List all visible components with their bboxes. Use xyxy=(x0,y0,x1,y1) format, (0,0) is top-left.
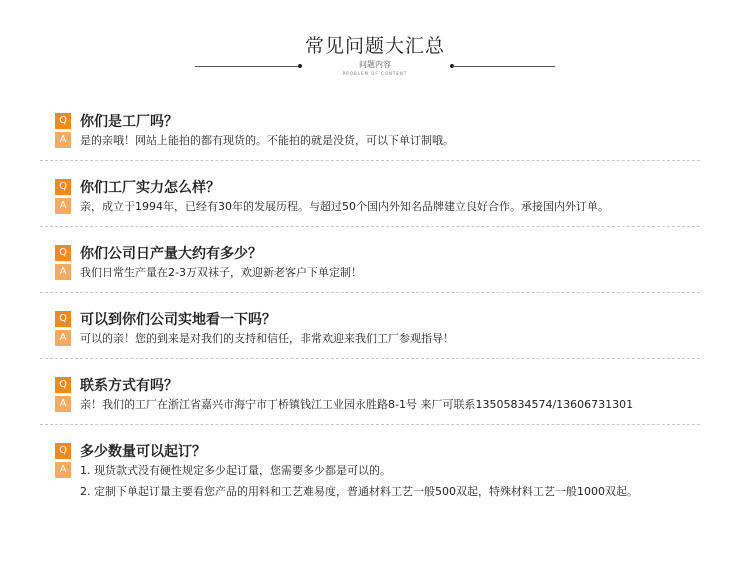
answer-badge-icon: A xyxy=(55,132,71,148)
question-badge-icon: Q xyxy=(55,377,71,393)
answer-text: 亲！我们的工厂在浙江省嘉兴市海宁市丁桥镇钱江工业园永胜路8-1号 来厂可联系13505834574/13606731301 xyxy=(80,398,634,411)
question-row xyxy=(55,177,220,197)
answer-text: 我们日常生产量在2-3万双袜子，欢迎新老客户下单定制！ xyxy=(80,266,362,279)
question-text: 你们工厂实力怎么样？ xyxy=(80,180,220,196)
faq-divider xyxy=(40,358,700,359)
faq-divider xyxy=(40,160,700,161)
answer-badge-icon: A xyxy=(55,462,71,478)
question-text: 多少数量可以起订？ xyxy=(80,444,206,460)
question-text: 你们是工厂吗？ xyxy=(80,114,178,130)
question-badge-icon: Q xyxy=(55,113,71,129)
page-subtitle: 问题内容 xyxy=(359,60,391,69)
question-badge-icon: Q xyxy=(55,443,71,459)
answer-row xyxy=(55,198,609,214)
answer-badge-icon: A xyxy=(55,264,71,280)
question-text: 你们公司日产量大约有多少？ xyxy=(80,246,262,262)
answer-row xyxy=(55,330,454,346)
answer-row xyxy=(55,396,633,412)
question-text: 可以到你们公司实地看一下吗？ xyxy=(80,312,276,328)
answer-badge-icon: A xyxy=(55,198,71,214)
answer-row xyxy=(55,462,391,478)
question-badge-icon: Q xyxy=(55,245,71,261)
faq-divider xyxy=(40,424,700,425)
answer-row xyxy=(55,132,454,148)
answer-badge-icon: A xyxy=(55,396,71,412)
page-title: 常见问题大汇总 xyxy=(304,35,445,57)
answer-text: 亲，成立于1994年，已经有30年的发展历程。与超过50个国内外知名品牌建立良好合作。承接国内外订单。 xyxy=(80,200,609,213)
faq-divider xyxy=(40,292,700,293)
question-row xyxy=(55,441,206,461)
page-subtitle-english: PROBLEM OF CONTENT xyxy=(342,71,408,76)
question-badge-icon: Q xyxy=(55,311,71,327)
question-row xyxy=(55,243,262,263)
question-row xyxy=(55,309,276,329)
answer-row xyxy=(55,264,362,280)
question-badge-icon: Q xyxy=(55,179,71,195)
answer-row-continued xyxy=(80,483,638,499)
answer-text: 2. 定制下单起订量主要看您产品的用料和工艺难易度，普通材料工艺一般500双起，特殊材料工艺一般1000双起。 xyxy=(80,485,638,498)
question-row xyxy=(55,375,178,395)
question-text: 联系方式有吗？ xyxy=(80,378,178,394)
answer-text: 可以的亲！您的到来是对我们的支持和信任，非常欢迎来我们工厂参观指导！ xyxy=(80,332,454,345)
faq-divider xyxy=(40,226,700,227)
answer-text: 是的亲哦！网站上能拍的都有现货的。不能拍的就是没货，可以下单订制哦。 xyxy=(80,134,454,147)
header-divider-right xyxy=(452,66,555,67)
page-header xyxy=(0,0,750,95)
answer-text: 1. 现货款式没有硬性规定多少起订量，您需要多少都是可以的。 xyxy=(80,464,391,477)
answer-badge-icon: A xyxy=(55,330,71,346)
question-row xyxy=(55,111,178,131)
